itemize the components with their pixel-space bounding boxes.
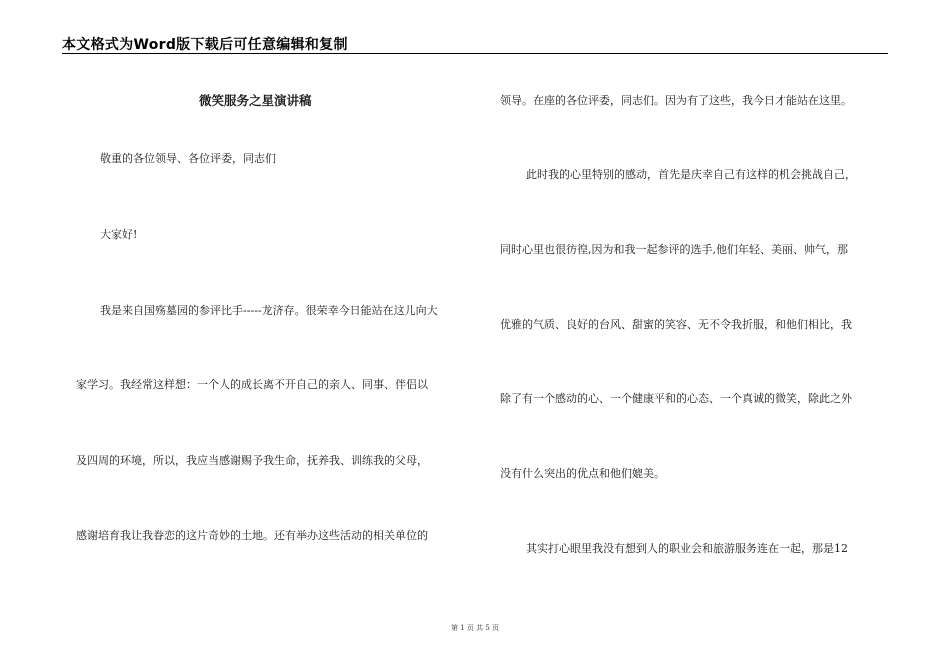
- paragraph-line: 大家好!: [100, 228, 138, 241]
- paragraph-line: 没有什么突出的优点和他们媲美。: [500, 467, 665, 480]
- document-title: 微笑服务之星演讲稿: [199, 93, 312, 108]
- paragraph-line: 除了有一个感动的心、一个健康平和的心态、一个真诚的微笑，除此之外: [500, 392, 852, 405]
- paragraph-line: 此时我的心里特别的感动，首先是庆幸自己有这样的机会挑战自己，: [526, 168, 856, 181]
- page-number: 第 1 页 共 5 页: [450, 624, 500, 632]
- paragraph-line: 优雅的气质、良好的台风、甜蜜的笑容、无不令我折服，和他们相比，我: [500, 318, 852, 331]
- paragraph-line: 其实打心眼里我没有想到人的职业会和旅游服务连在一起，那是12: [526, 542, 848, 555]
- paragraph-line: 领导。在座的各位评委，同志们。因为有了这些，我今日才能站在这里。: [500, 94, 852, 107]
- paragraph-line: 我是来自国殇墓园的参评比手-----龙济存。很荣幸今日能站在这儿向大: [100, 304, 438, 317]
- header-divider: [62, 53, 888, 54]
- paragraph-line: 感谢培育我让我眷恋的这片奇妙的土地。还有举办这些活动的相关单位的: [76, 529, 428, 542]
- paragraph-line: 敬重的各位领导、各位评委，同志们: [100, 152, 276, 165]
- paragraph-line: 及四周的环境，所以，我应当感谢赐予我生命，抚养我、训练我的父母，: [76, 454, 428, 467]
- document-header: 本文格式为Word版下载后可任意编辑和复制: [62, 37, 348, 53]
- paragraph-line: 同时心里也很彷徨,因为和我一起参评的选手,他们年轻、美丽、帅气，那: [500, 243, 848, 256]
- paragraph-line: 家学习。我经常这样想：一个人的成长离不开自己的亲人、同事、伴侣以: [76, 378, 428, 391]
